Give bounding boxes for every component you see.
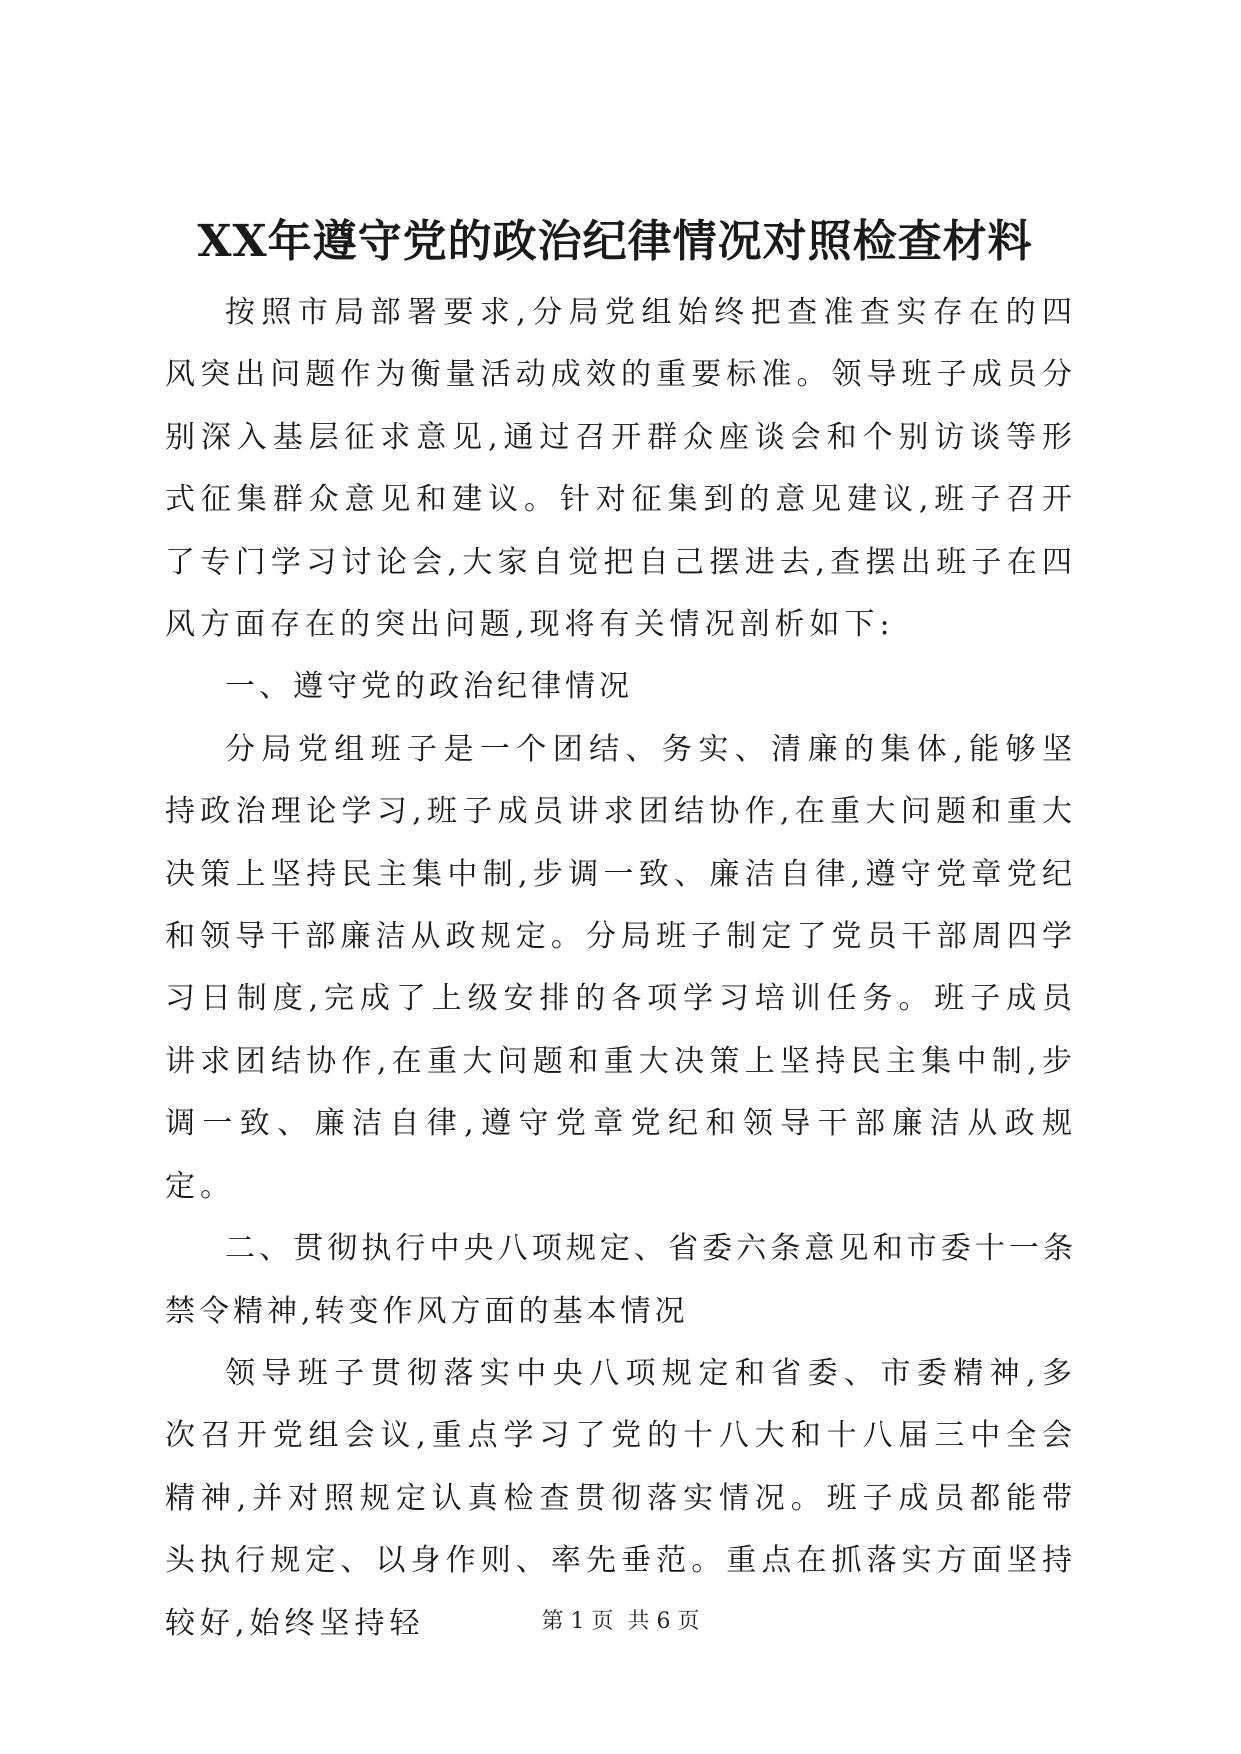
- page-total: 共 6 页: [627, 1609, 700, 1634]
- document-body: [165, 282, 1077, 1655]
- paragraph-section-1: 分局党组班子是一个团结、务实、清廉的集体,能够坚持政治理论学习,班子成员讲求团结协作,在重大问题和重大决策上坚持民主集中制,步调一致、廉洁自律,遵守党章党纪和领导干部廉洁从政规定。分局班子制定了党员干部周四学习日制度,完成了上级安排的各项学习培训任务。班子成员讲求团结协作,在重大问题和重大决策上坚持民主集中制,步调一致、廉洁自律,遵守党章党纪和领导干部廉洁从政规定。: [165, 731, 1077, 1204]
- page-number: 第 1 页: [541, 1609, 614, 1634]
- page-footer: [0, 1607, 1241, 1637]
- section-heading-2: 二、贯彻执行中央八项规定、省委六条意见和市委十一条禁令精神,转变作风方面的基本情况: [165, 1231, 1077, 1329]
- paragraph-intro: 按照市局部署要求,分局党组始终把查准查实存在的四风突出问题作为衡量活动成效的重要标准。领导班子成员分别深入基层征求意见,通过召开群众座谈会和个别访谈等形式征集群众意见和建议。针对征集到的意见建议,班子召开了专门学习讨论会,大家自觉把自己摆进去,查摆出班子在四风方面存在的突出问题,现将有关情况剖析如下:: [165, 295, 1077, 643]
- document-title: XX年遵守党的政治纪律情况对照检查材料: [197, 216, 1033, 267]
- section-heading-1: 一、遵守党的政治纪律情况: [225, 669, 633, 705]
- paragraph-section-2: 领导班子贯彻落实中央八项规定和省委、市委精神,多次召开党组会议,重点学习了党的十八大和十八届三中全会精神,并对照规定认真检查贯彻落实情况。班子成员都能带头执行规定、以身作则、率先垂范。重点在抓落实方面坚持较好,始终坚持轻: [165, 1355, 1077, 1641]
